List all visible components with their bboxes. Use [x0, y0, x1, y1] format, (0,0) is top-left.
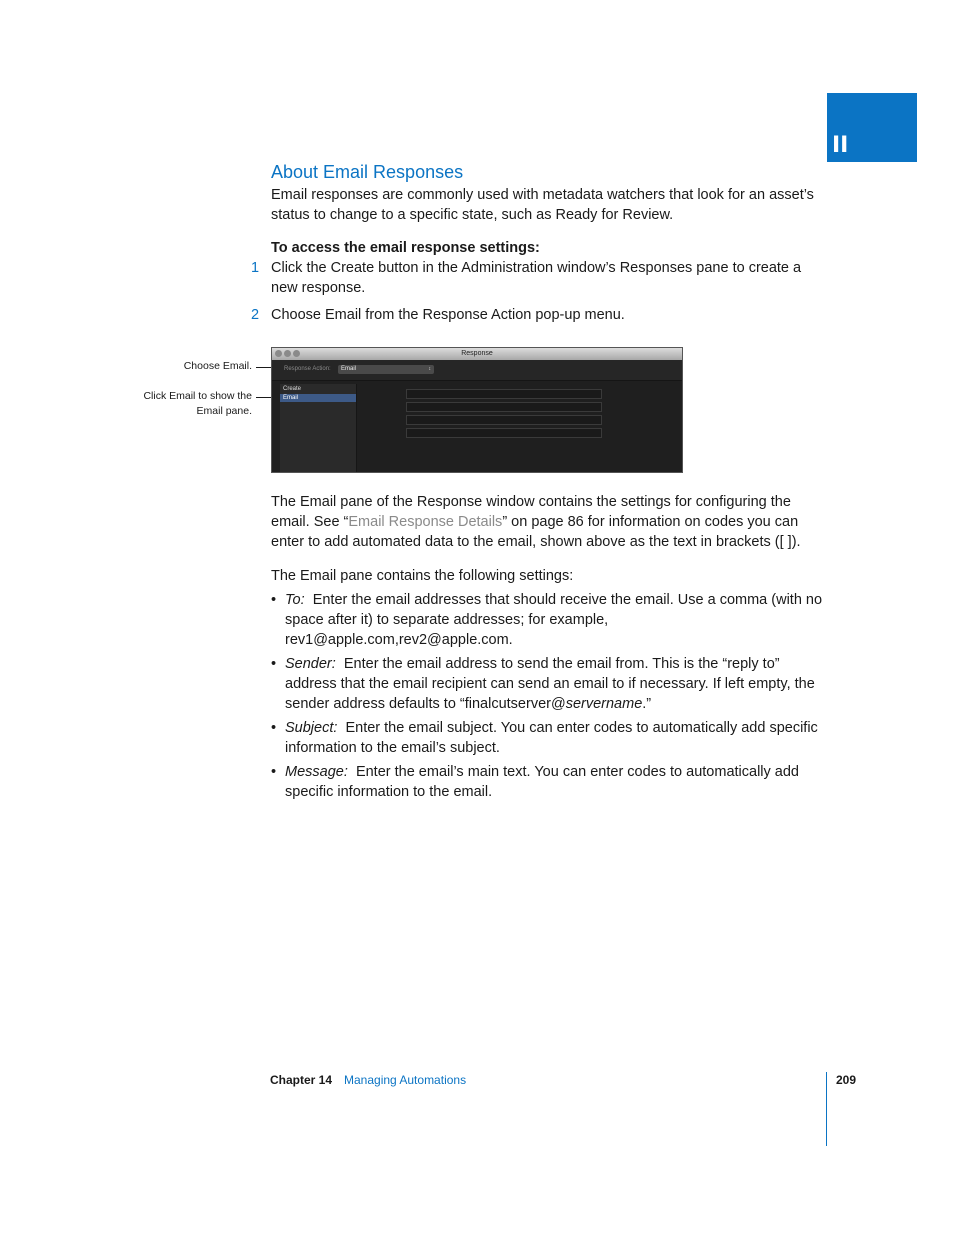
setting-term: Subject:	[285, 720, 338, 736]
setting-text: Enter the email address to send the email from. This is the “reply to” address that the email recipient can send an email to if necessary. If left empty, the sender address defaults to “finalcutserver@	[285, 656, 815, 712]
response-action-label: Response Action:	[284, 366, 331, 372]
settings-intro: The Email pane contains the following settings:	[271, 568, 574, 584]
sidebar	[280, 384, 357, 472]
bullet-icon: •	[271, 764, 277, 780]
sidebar-header: Create	[283, 386, 302, 392]
setting-text-tail: .”	[642, 696, 652, 712]
form-row-to	[362, 388, 672, 402]
email-pane-paragraph	[271, 492, 823, 552]
callout-choose-email: Choose Email.	[183, 360, 252, 372]
callout-line: Click Email to show the	[143, 390, 252, 402]
step-number: 1	[251, 260, 260, 276]
response-action-row	[272, 360, 682, 381]
setting-text-italic: servername	[565, 696, 643, 712]
page-number: 209	[836, 1073, 857, 1087]
callout-line: Email pane.	[196, 405, 252, 417]
settings-list	[271, 590, 831, 806]
setting-text: Enter the email’s main text. You can enter codes to automatically add specific information to the email.	[285, 764, 799, 800]
paragraph-text: ” on page 86 for information on codes you can enter to add automated data to the email, shown above as the text in brackets ([ ]).	[271, 514, 801, 550]
procedure-heading: To access the email response settings:	[271, 240, 540, 256]
response-window-screenshot	[271, 347, 683, 473]
response-action-value: Email	[341, 366, 357, 372]
bullet-icon: •	[271, 592, 277, 608]
list-item	[271, 762, 831, 802]
list-item	[271, 590, 831, 650]
window-titlebar	[272, 348, 682, 360]
email-response-details-link[interactable]: Email Response Details	[348, 514, 503, 530]
popup-arrows-icon: ↕	[428, 366, 431, 372]
paragraph-text: The Email pane of the Response window contains the settings for configuring the email. See “	[271, 494, 791, 530]
message-field	[406, 428, 602, 438]
list-item	[271, 654, 831, 714]
sender-field	[406, 402, 602, 412]
email-pane	[362, 386, 672, 472]
form-row-sender	[362, 401, 672, 415]
section-title: About Email Responses	[271, 162, 464, 182]
callout-click-email	[120, 389, 252, 419]
step-text: Choose Email from the Response Action pop-up menu.	[271, 307, 625, 323]
setting-text: Enter the email addresses that should receive the email. Use a comma (with no space after it) to separate addresses; for example, rev1@apple.com,rev2@apple.com.	[285, 592, 823, 648]
setting-text: Enter the email subject. You can enter codes to automatically add specific information to the email’s subject.	[285, 720, 818, 756]
form-row-message	[362, 427, 672, 441]
setting-term: Message:	[285, 764, 348, 780]
setting-term: To:	[285, 592, 305, 608]
part-tab	[827, 93, 917, 162]
setting-term: Sender:	[285, 656, 336, 672]
bullet-icon: •	[271, 656, 277, 672]
form-row-subject	[362, 414, 672, 428]
intro-paragraph: Email responses are commonly used with metadata watchers that look for an asset’s status to change to a specific state, such as Ready for Review.	[271, 187, 814, 223]
sidebar-item-email: Email	[280, 394, 356, 402]
window-title: Response	[461, 350, 493, 357]
list-item	[271, 718, 831, 758]
footer-chapter-title[interactable]: Managing Automations	[344, 1073, 467, 1087]
footer-chapter: Chapter 14	[270, 1073, 333, 1087]
to-field	[406, 389, 602, 399]
step-text: Click the Create button in the Administration window’s Responses pane to create a new response.	[271, 260, 802, 296]
response-action-popup	[338, 365, 434, 374]
footer-divider	[826, 1072, 827, 1146]
part-tab-label: II	[832, 133, 849, 158]
subject-field	[406, 415, 602, 425]
bullet-icon: •	[271, 720, 277, 736]
step-number: 2	[251, 307, 260, 323]
